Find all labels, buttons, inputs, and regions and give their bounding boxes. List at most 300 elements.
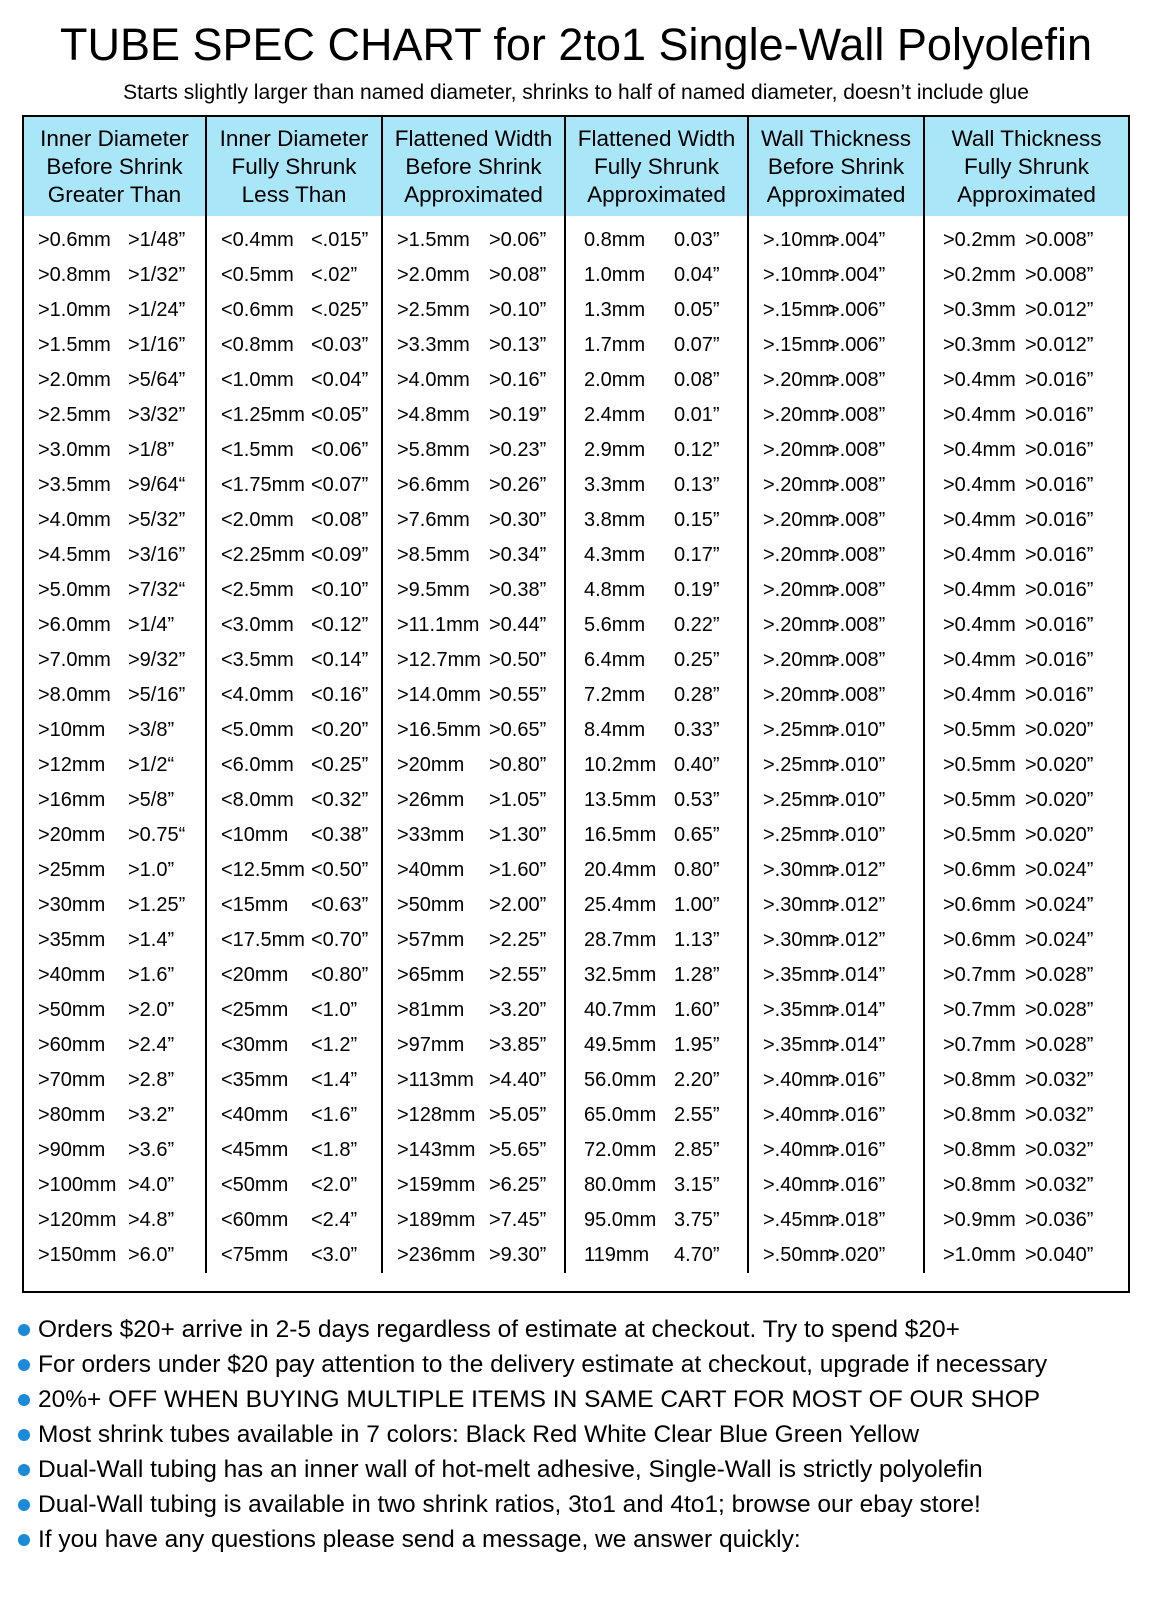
table-row [24,993,1128,1028]
table-cell [924,853,1128,888]
metric-value: >4.5mm [38,544,111,566]
imperial-value: >.016” [828,1174,886,1196]
imperial-value: >2.55” [489,964,547,986]
metric-value: >57mm [397,929,465,951]
imperial-value: >0.032” [1025,1104,1094,1126]
imperial-value: >1/4” [128,614,175,636]
imperial-value: >2.4” [128,1034,175,1056]
table-cell [748,923,924,958]
metric-value: >0.5mm [943,719,1016,741]
metric-value: >100mm [38,1174,117,1196]
table-cell [24,818,206,853]
table-cell [24,328,206,363]
metric-value: >70mm [38,1069,106,1091]
imperial-value: >.008” [828,544,886,566]
imperial-value: >3/8” [128,719,175,741]
metric-value: >.20mm [763,579,836,601]
imperial-value: >.016” [828,1069,886,1091]
imperial-value: 3.15” [674,1174,720,1196]
table-cell [206,783,382,818]
table-cell [206,363,382,398]
metric-value: 28.7mm [584,929,657,951]
page-title: TUBE SPEC CHART for 2to1 Single-Wall Polyolefin [59,19,1093,70]
table-cell [924,713,1128,748]
imperial-value: <2.0” [311,1174,358,1196]
imperial-value: >.004” [828,229,886,251]
table-cell [748,1098,924,1133]
table-cell [924,608,1128,643]
imperial-value: >0.020” [1025,824,1094,846]
imperial-value: >0.44” [489,614,547,636]
metric-value: 3.3mm [584,474,646,496]
column-header [382,117,565,216]
metric-value: <15mm [221,894,289,916]
table-cell [206,1168,382,1203]
table-cell [24,1063,206,1098]
imperial-value: >3/32” [128,404,186,426]
table-cell [565,1238,748,1273]
imperial-value: 0.07” [674,334,720,356]
note-item [18,1417,1148,1452]
table-cell [382,1133,565,1168]
table-cell [24,573,206,608]
table-cell [565,713,748,748]
metric-value: 1.0mm [584,264,646,286]
table-cell [24,1238,206,1273]
table-cell [24,216,206,258]
metric-value: >0.6mm [943,894,1016,916]
column-header-line: Approximated [766,181,906,207]
table-cell [565,1203,748,1238]
imperial-value: <0.38” [311,824,369,846]
imperial-value: 0.04” [674,264,720,286]
metric-value: 7.2mm [584,684,646,706]
imperial-value: >.004” [828,264,886,286]
table-row [24,678,1128,713]
table-cell [382,1203,565,1238]
metric-value: <0.4mm [221,229,294,251]
imperial-value: >0.020” [1025,754,1094,776]
metric-value: >0.8mm [38,264,111,286]
note-text: Most shrink tubes available in 7 colors: Black Red White Clear Blue Green Yellow [38,1420,920,1448]
table-cell [924,783,1128,818]
metric-value: >0.8mm [943,1069,1016,1091]
metric-value: >50mm [38,999,106,1021]
metric-value: 2.4mm [584,404,646,426]
table-row [24,573,1128,608]
table-cell [924,363,1128,398]
imperial-value: >.006” [828,334,886,356]
table-row [24,1168,1128,1203]
metric-value: >81mm [397,999,465,1021]
table-cell [924,538,1128,573]
imperial-value: 0.13” [674,474,720,496]
table-row [24,818,1128,853]
table-cell [382,1028,565,1063]
table-cell [748,608,924,643]
imperial-value: 0.17” [674,544,720,566]
metric-value: >.20mm [763,439,836,461]
table-cell [748,258,924,293]
table-cell [24,713,206,748]
metric-value: >6.0mm [38,614,111,636]
imperial-value: >0.028” [1025,1034,1094,1056]
metric-value: >0.5mm [943,824,1016,846]
metric-value: >.25mm [763,789,836,811]
table-cell [24,1133,206,1168]
metric-value: <5.0mm [221,719,294,741]
table-cell [24,853,206,888]
bullet-icon [18,1394,30,1406]
table-cell [565,643,748,678]
table-row [24,1098,1128,1133]
imperial-value: >1.0” [128,859,175,881]
metric-value: >12mm [38,754,106,776]
table-cell [206,216,382,258]
table-cell [924,1028,1128,1063]
metric-value: >2.5mm [397,299,470,321]
column-header-line: Flattened Width [577,125,736,151]
imperial-value: >6.0” [128,1244,175,1266]
metric-value: <6.0mm [221,754,294,776]
metric-value: 8.4mm [584,719,646,741]
table-cell [24,1098,206,1133]
imperial-value: <.015” [311,229,369,251]
column-header-line: Wall Thickness [951,125,1102,151]
metric-value: >0.4mm [943,579,1016,601]
imperial-value: >5/64” [128,369,186,391]
imperial-value: <0.08” [311,509,369,531]
metric-value: >0.4mm [943,369,1016,391]
metric-value: >.20mm [763,509,836,531]
imperial-value: <0.14” [311,649,369,671]
imperial-value: >.014” [828,964,886,986]
metric-value: <50mm [221,1174,289,1196]
imperial-value: >0.26” [489,474,547,496]
imperial-value: >.008” [828,474,886,496]
imperial-value: >0.016” [1025,579,1094,601]
note-text: For orders under $20 pay attention to the delivery estimate at checkout, upgrade if necessary [38,1350,1048,1378]
metric-value: >2.5mm [38,404,111,426]
table-cell [924,888,1128,923]
metric-value: >40mm [397,859,465,881]
metric-value: <40mm [221,1104,289,1126]
table-cell [924,293,1128,328]
table-cell [206,818,382,853]
imperial-value: >0.040” [1025,1244,1094,1266]
imperial-value: <0.10” [311,579,369,601]
imperial-value: 0.65” [674,824,720,846]
imperial-value: 1.95” [674,1034,720,1056]
imperial-value: >0.08” [489,264,547,286]
metric-value: >.30mm [763,859,836,881]
table-row [24,748,1128,783]
table-cell [565,398,748,433]
table-cell [24,608,206,643]
imperial-value: >.016” [828,1139,886,1161]
table-row [24,328,1128,363]
metric-value: <1.75mm [221,474,305,496]
note-item [18,1382,1148,1417]
column-header-line: Approximated [957,181,1096,207]
imperial-value: >.012” [828,894,886,916]
imperial-value: >.010” [828,789,886,811]
table-cell [382,1168,565,1203]
metric-value: >0.4mm [943,544,1016,566]
table-cell [924,748,1128,783]
imperial-value: >2.25” [489,929,547,951]
table-cell [24,503,206,538]
table-cell [565,258,748,293]
metric-value: >10mm [38,719,106,741]
imperial-value: >0.23” [489,439,547,461]
table-row [24,853,1128,888]
imperial-value: <0.03” [311,334,369,356]
metric-value: 119mm [584,1244,650,1266]
table-row [24,503,1128,538]
table-row [24,468,1128,503]
table-cell [24,888,206,923]
imperial-value: >0.50” [489,649,547,671]
imperial-value: 1.13” [674,929,720,951]
imperial-value: >5.05” [489,1104,547,1126]
table-cell [382,958,565,993]
note-text: Dual-Wall tubing has an inner wall of hot-melt adhesive, Single-Wall is strictly polyolefin [38,1455,983,1483]
column-header-line: Before Shrink [46,153,183,179]
column-header-line: Wall Thickness [760,125,912,151]
table-cell [24,258,206,293]
table-cell [382,503,565,538]
imperial-value: >2.0” [128,999,175,1021]
metric-value: >0.5mm [943,754,1016,776]
table-cell [748,328,924,363]
table-cell [206,1238,382,1273]
table-cell [924,993,1128,1028]
table-row [24,1238,1128,1273]
note-text: If you have any questions please send a message, we answer quickly: [38,1525,801,1553]
imperial-value: >1/32” [128,264,186,286]
metric-value: >0.7mm [943,999,1016,1021]
table-cell [924,433,1128,468]
column-header-line: Approximated [587,181,726,207]
imperial-value: <.025” [311,299,369,321]
metric-value: >.35mm [763,964,836,986]
metric-value: 56.0mm [584,1069,657,1091]
imperial-value: >2.8” [128,1069,175,1091]
imperial-value: >0.028” [1025,999,1094,1021]
imperial-value: 0.33” [674,719,720,741]
metric-value: >20mm [397,754,465,776]
metric-value: >3.0mm [38,439,111,461]
metric-value: >.30mm [763,929,836,951]
metric-value: >0.7mm [943,964,1016,986]
table-cell [565,923,748,958]
table-row [24,923,1128,958]
metric-value: 1.3mm [584,299,646,321]
metric-value: >7.0mm [38,649,111,671]
imperial-value: 0.19” [674,579,720,601]
table-cell [206,468,382,503]
table-cell [382,818,565,853]
imperial-value: 0.40” [674,754,720,776]
imperial-value: >.014” [828,1034,886,1056]
imperial-value: >0.012” [1025,299,1094,321]
metric-value: >60mm [38,1034,106,1056]
metric-value: 65.0mm [584,1104,657,1126]
imperial-value: >0.75“ [128,824,186,846]
imperial-value: >0.016” [1025,544,1094,566]
note-text: Orders $20+ arrive in 2-5 days regardless of estimate at checkout. Try to spend $20+ [38,1315,960,1343]
imperial-value: <1.8” [311,1139,358,1161]
imperial-value: >0.80” [489,754,547,776]
metric-value: >4.0mm [397,369,470,391]
table-cell [382,573,565,608]
metric-value: >.20mm [763,544,836,566]
metric-value: >0.8mm [943,1174,1016,1196]
table-cell [748,818,924,853]
metric-value: >.15mm [763,334,836,356]
metric-value: >80mm [38,1104,106,1126]
metric-value: <2.0mm [221,509,294,531]
imperial-value: <0.25” [311,754,369,776]
imperial-value: >.012” [828,859,886,881]
imperial-value: >0.34” [489,544,547,566]
table-cell [924,503,1128,538]
imperial-value: >0.016” [1025,509,1094,531]
metric-value: 3.8mm [584,509,646,531]
imperial-value: <.02” [311,264,358,286]
metric-value: >.20mm [763,369,836,391]
metric-value: <17.5mm [221,929,305,951]
table-cell [206,643,382,678]
table-cell [748,643,924,678]
metric-value: <60mm [221,1209,289,1231]
metric-value: >0.2mm [943,229,1016,251]
page-subtitle: Starts slightly larger than named diameter, shrinks to half of named diameter, doesn’t include glue [123,81,1029,104]
bullet-icon [18,1359,30,1371]
table-row [24,713,1128,748]
metric-value: >.35mm [763,999,836,1021]
imperial-value: 0.25” [674,649,720,671]
imperial-value: >5/32” [128,509,186,531]
imperial-value: >0.016” [1025,404,1094,426]
table-cell [565,783,748,818]
table-cell [206,1098,382,1133]
metric-value: >.30mm [763,894,836,916]
metric-value: >.10mm [763,229,836,251]
table-cell [924,678,1128,713]
metric-value: >26mm [397,789,465,811]
table-cell [565,888,748,923]
imperial-value: >3.2” [128,1104,175,1126]
metric-value: <75mm [221,1244,289,1266]
table-cell [748,783,924,818]
imperial-value: >.006” [828,299,886,321]
imperial-value: 0.80” [674,859,720,881]
metric-value: >35mm [38,929,106,951]
metric-value: >0.4mm [943,614,1016,636]
table-cell [382,1063,565,1098]
column-header-line: Inner Diameter [219,125,369,151]
imperial-value: 2.85” [674,1139,720,1161]
table-cell [565,216,748,258]
table-cell [382,993,565,1028]
table-cell [924,1063,1128,1098]
column-header-line: Flattened Width [394,125,553,151]
metric-value: >.15mm [763,299,836,321]
table-cell [382,293,565,328]
imperial-value: <2.4” [311,1209,358,1231]
metric-value: 10.2mm [584,754,657,776]
metric-value: >.20mm [763,614,836,636]
imperial-value: <0.07” [311,474,369,496]
table-cell [565,468,748,503]
metric-value: >30mm [38,894,106,916]
metric-value: >0.4mm [943,439,1016,461]
table-cell [748,958,924,993]
metric-value: <12.5mm [221,859,305,881]
imperial-value: >0.16” [489,369,547,391]
table-cell [565,293,748,328]
metric-value: >0.4mm [943,404,1016,426]
table-cell [565,1168,748,1203]
imperial-value: 1.60” [674,999,720,1021]
table-cell [24,678,206,713]
column-header-line: Fully Shrunk [593,153,720,179]
imperial-value: <0.05” [311,404,369,426]
metric-value: >33mm [397,824,465,846]
metric-value: >5.8mm [397,439,470,461]
metric-value: >.35mm [763,1034,836,1056]
table-header-row [24,117,1128,216]
metric-value: >7.6mm [397,509,470,531]
imperial-value: >9/64“ [128,474,186,496]
imperial-value: <0.63” [311,894,369,916]
metric-value: >143mm [397,1139,476,1161]
table-cell [565,1098,748,1133]
table-cell [24,643,206,678]
imperial-value: <0.32” [311,789,369,811]
table-cell [565,1028,748,1063]
note-item [18,1487,1148,1522]
table-cell [206,258,382,293]
imperial-value: <1.6” [311,1104,358,1126]
bullet-icon [18,1324,30,1336]
table-cell [565,538,748,573]
metric-value: >.20mm [763,474,836,496]
bullet-icon [18,1464,30,1476]
column-header-line: Inner Diameter [40,125,189,151]
metric-value: >40mm [38,964,106,986]
table-cell [565,993,748,1028]
imperial-value: <0.04” [311,369,369,391]
table-cell [382,1098,565,1133]
imperial-value: >0.016” [1025,474,1094,496]
metric-value: >1.5mm [38,334,111,356]
table-cell [748,216,924,258]
imperial-value: >4.0” [128,1174,175,1196]
column-header-line: Fully Shrunk [963,153,1090,179]
column-header [24,117,206,216]
imperial-value: >1.25” [128,894,186,916]
table-cell [748,293,924,328]
metric-value: >0.7mm [943,1034,1016,1056]
table-cell [748,503,924,538]
table-cell [206,433,382,468]
imperial-value: <3.0” [311,1244,358,1266]
imperial-value: <0.09” [311,544,369,566]
imperial-value: >.008” [828,649,886,671]
